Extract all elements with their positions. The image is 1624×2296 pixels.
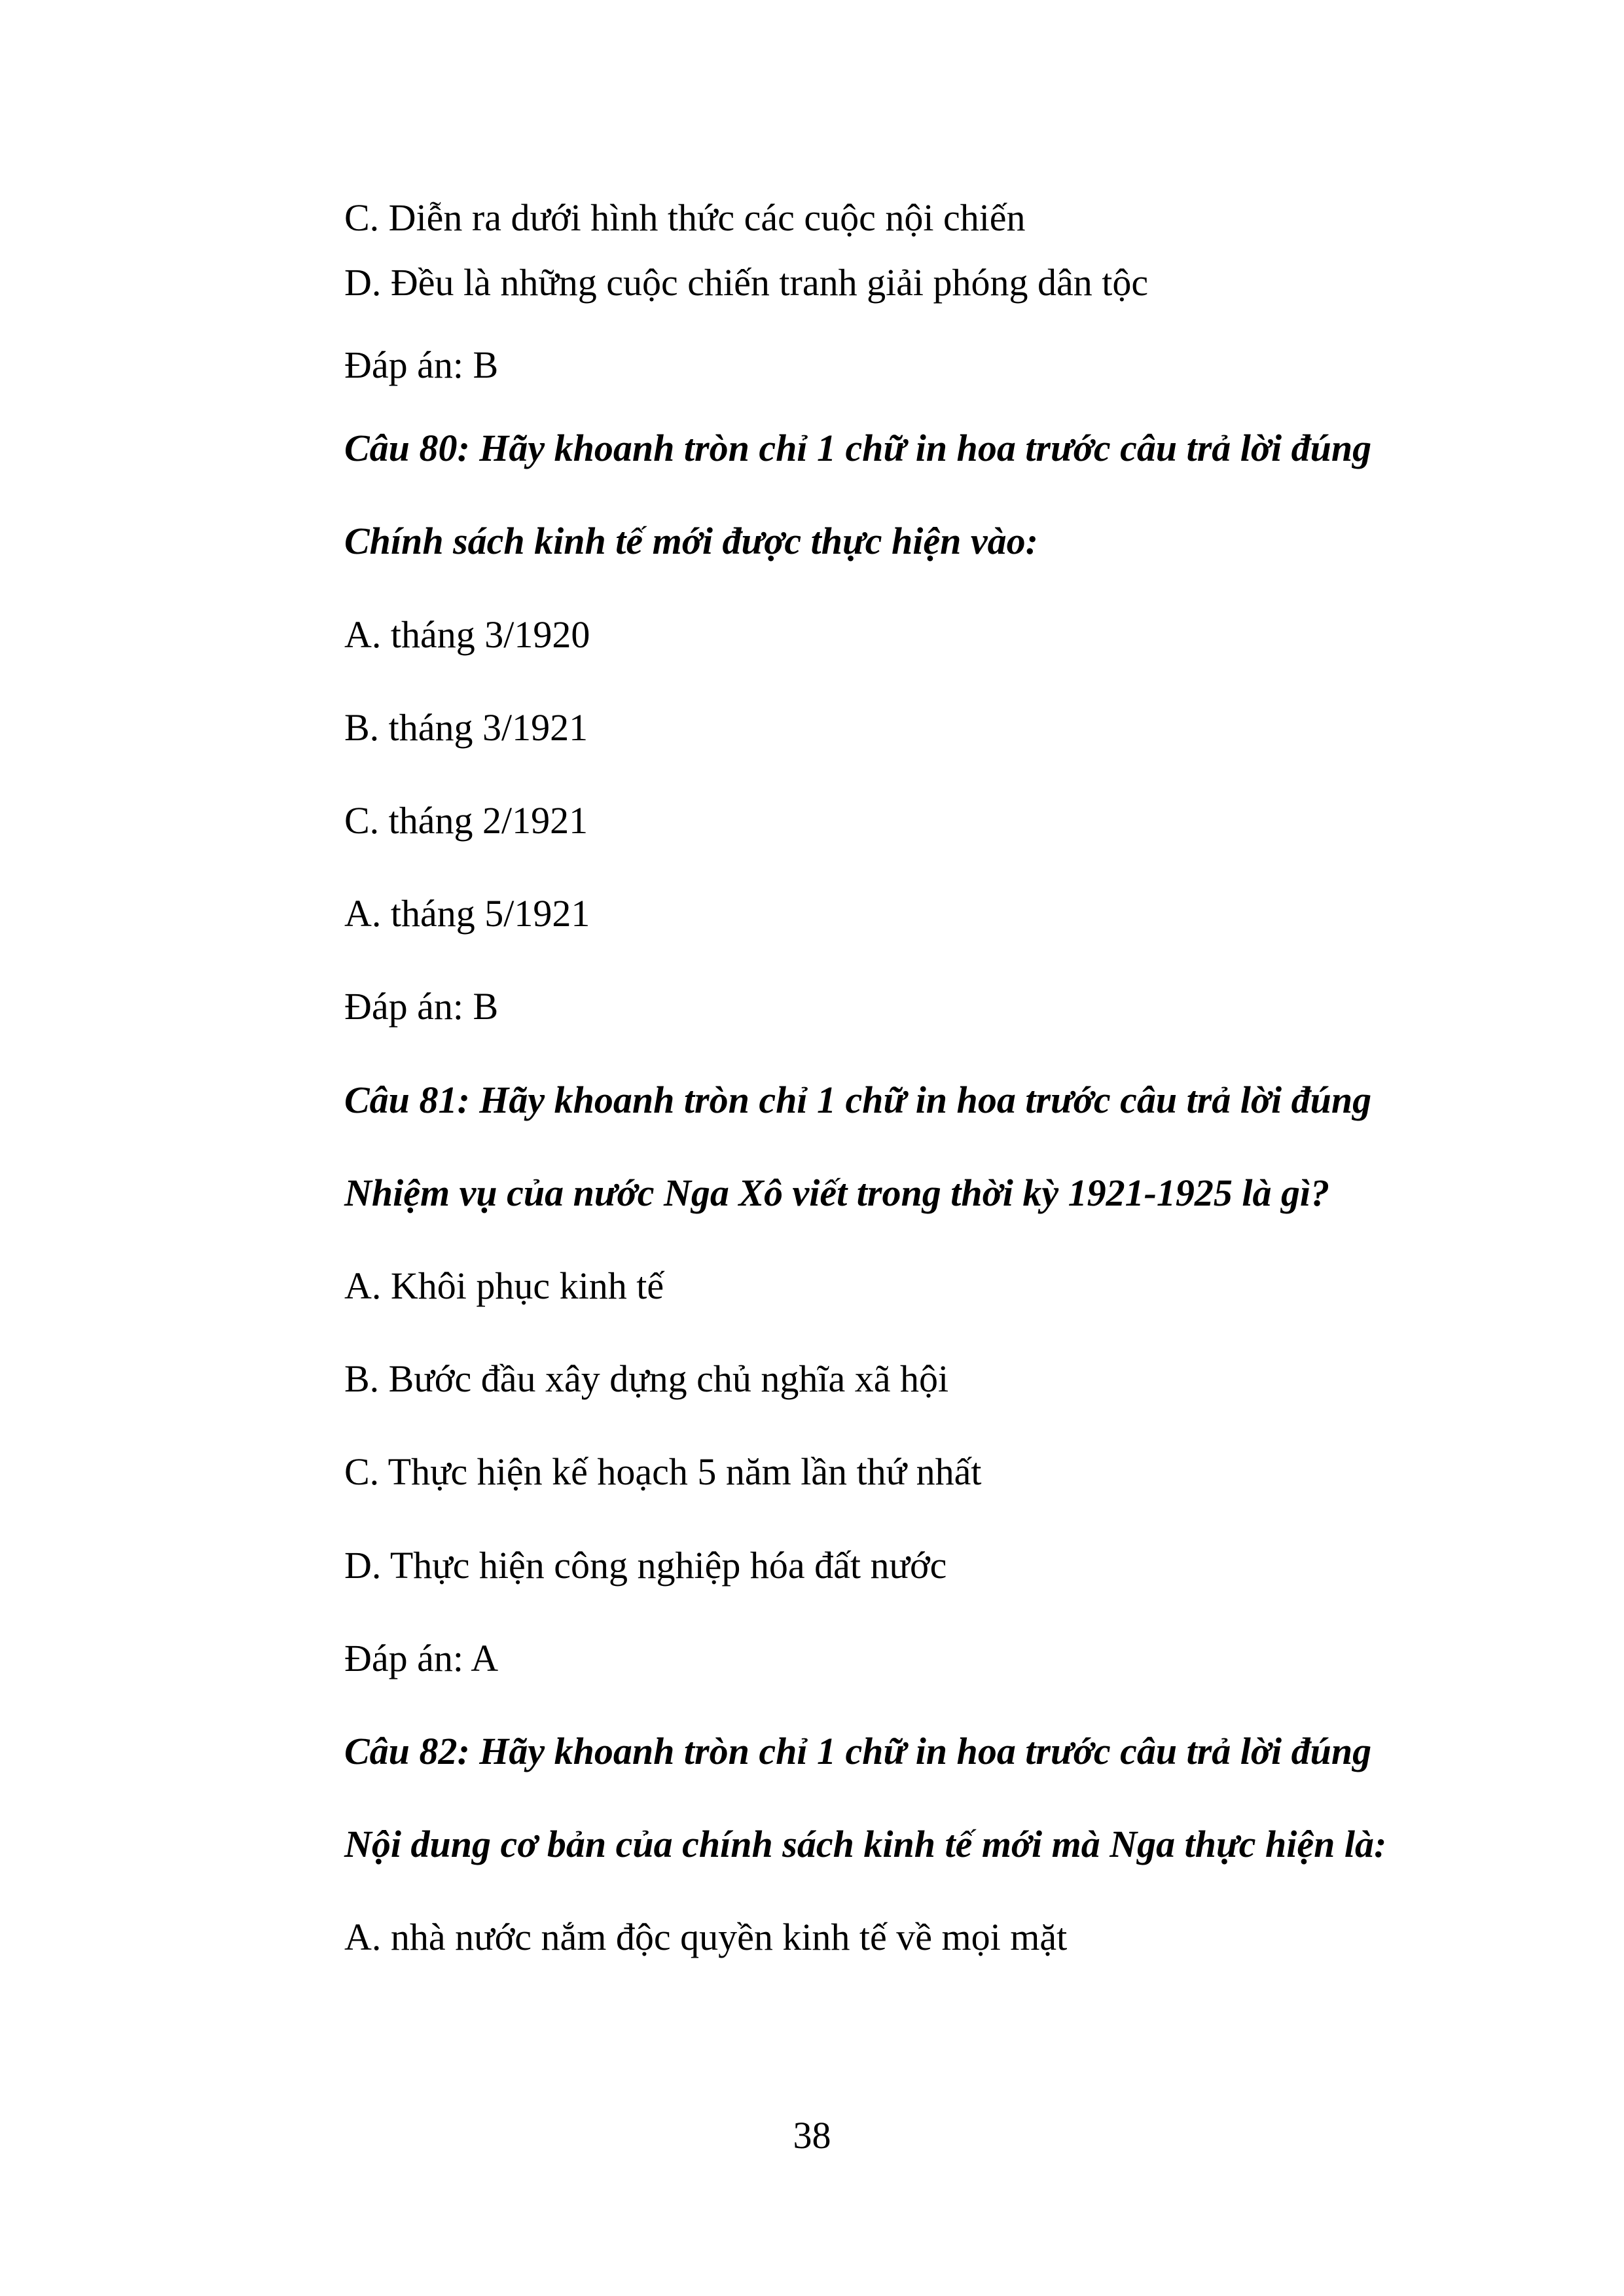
question-81-instruction: Câu 81: Hãy khoanh tròn chỉ 1 chữ in hoa trước câu trả lời đúng xyxy=(344,1079,1372,1121)
option-d-q80: A. tháng 5/1921 xyxy=(344,892,590,935)
question-80-instruction: Câu 80: Hãy khoanh tròn chỉ 1 chữ in hoa trước câu trả lời đúng xyxy=(344,427,1372,469)
option-d-q81: D. Thực hiện công nghiệp hóa đất nước xyxy=(344,1544,947,1587)
page-number: 38 xyxy=(793,2114,831,2157)
question-81-text: Nhiệm vụ của nước Nga Xô viết trong thời kỳ 1921-1925 là gì? xyxy=(344,1172,1330,1214)
option-a-q80: A. tháng 3/1920 xyxy=(344,613,590,656)
option-a-q81: A. Khôi phục kinh tế xyxy=(344,1265,664,1307)
question-80-text: Chính sách kinh tế mới được thực hiện vào: xyxy=(344,520,1038,562)
option-b-q81: B. Bước đầu xây dựng chủ nghĩa xã hội xyxy=(344,1357,949,1400)
option-b-q80: B. tháng 3/1921 xyxy=(344,706,588,749)
question-82-text: Nội dung cơ bản của chính sách kinh tế mới mà Nga thực hiện là: xyxy=(344,1823,1387,1865)
answer-q79: Đáp án: B xyxy=(344,344,499,386)
option-c-q81: C. Thực hiện kế hoạch 5 năm lần thứ nhất xyxy=(344,1450,982,1493)
option-c-q80: C. tháng 2/1921 xyxy=(344,799,588,842)
answer-q80: Đáp án: B xyxy=(344,985,499,1028)
answer-q81: Đáp án: A xyxy=(344,1637,499,1679)
option-d-q79: D. Đều là những cuộc chiến tranh giải phóng dân tộc xyxy=(344,261,1149,304)
option-c-q79: C. Diễn ra dưới hình thức các cuộc nội chiến xyxy=(344,196,1026,239)
option-a-q82: A. nhà nước nắm độc quyền kinh tế về mọi mặt xyxy=(344,1916,1068,1958)
question-82-instruction: Câu 82: Hãy khoanh tròn chỉ 1 chữ in hoa trước câu trả lời đúng xyxy=(344,1730,1372,1772)
